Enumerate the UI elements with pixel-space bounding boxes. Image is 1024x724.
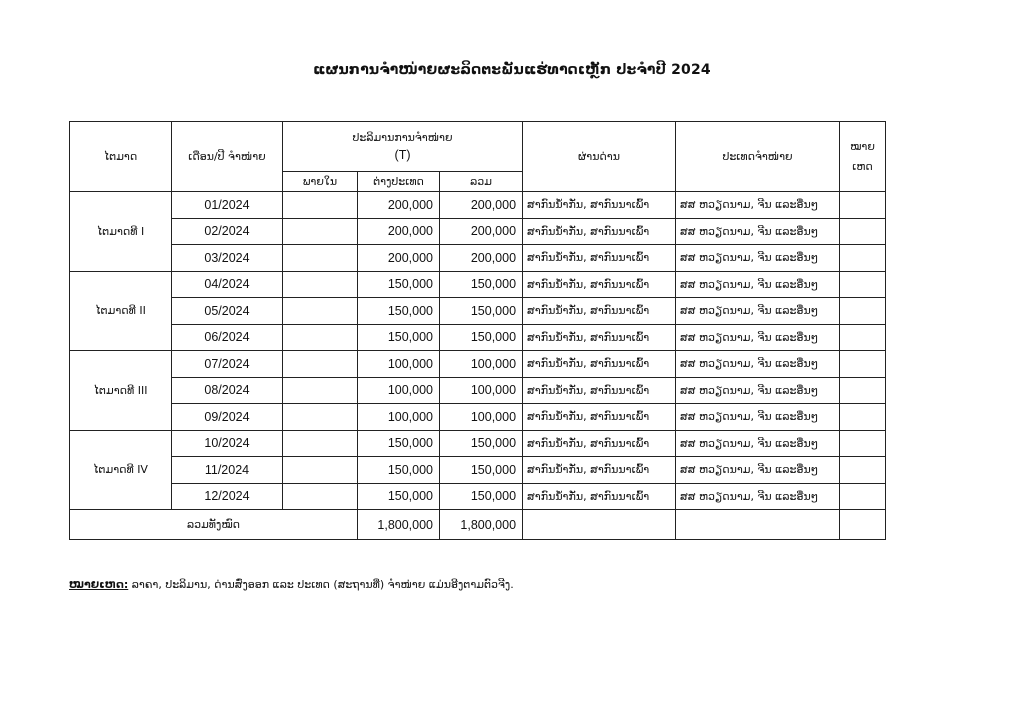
foreign-cell: 150,000 bbox=[358, 324, 440, 351]
domestic-cell bbox=[283, 298, 358, 325]
total-cell: 150,000 bbox=[440, 298, 523, 325]
month-cell: 08/2024 bbox=[172, 377, 283, 404]
total-cell: 100,000 bbox=[440, 404, 523, 431]
remarks-cell bbox=[840, 192, 886, 219]
border-crossing-cell: ສາກົນນ້ຳກັ່ນ, ສາກົນນາເພົ້າ bbox=[523, 483, 676, 510]
total-cell: 150,000 bbox=[440, 324, 523, 351]
foreign-cell: 150,000 bbox=[358, 271, 440, 298]
foreign-cell: 100,000 bbox=[358, 351, 440, 378]
border-crossing-cell: ສາກົນນ້ຳກັ່ນ, ສາກົນນາເພົ້າ bbox=[523, 377, 676, 404]
footnote-label: ໝາຍເຫດ: bbox=[69, 578, 129, 591]
month-cell: 07/2024 bbox=[172, 351, 283, 378]
table-row bbox=[70, 351, 886, 378]
header-quarter: ໄຕມາດ bbox=[70, 122, 172, 192]
month-cell: 06/2024 bbox=[172, 324, 283, 351]
header-total: ລວມ bbox=[440, 172, 523, 192]
header-volume bbox=[283, 122, 523, 172]
border-crossing-cell: ສາກົນນ້ຳກັ່ນ, ສາກົນນາເພົ້າ bbox=[523, 192, 676, 219]
grand-total-row bbox=[70, 510, 886, 540]
destination-cell: ສສ ຫວຽດນາມ, ຈີນ ແລະອື່ນໆ bbox=[676, 483, 840, 510]
header-volume-unit: (T) bbox=[394, 148, 411, 162]
destination-cell: ສສ ຫວຽດນາມ, ຈີນ ແລະອື່ນໆ bbox=[676, 192, 840, 219]
sales-plan-table bbox=[69, 121, 886, 540]
remarks-cell bbox=[840, 377, 886, 404]
remarks-cell bbox=[840, 298, 886, 325]
foreign-cell: 200,000 bbox=[358, 245, 440, 272]
month-cell: 04/2024 bbox=[172, 271, 283, 298]
domestic-cell bbox=[283, 218, 358, 245]
table-row bbox=[70, 430, 886, 457]
destination-cell: ສສ ຫວຽດນາມ, ຈີນ ແລະອື່ນໆ bbox=[676, 377, 840, 404]
quarter-cell: ໄຕມາດທີ II bbox=[70, 271, 172, 351]
total-cell: 100,000 bbox=[440, 351, 523, 378]
border-crossing-cell: ສາກົນນ້ຳກັ່ນ, ສາກົນນາເພົ້າ bbox=[523, 404, 676, 431]
border-crossing-cell: ສາກົນນ້ຳກັ່ນ, ສາກົນນາເພົ້າ bbox=[523, 245, 676, 272]
footnote-text: ລາຄາ, ປະລິມານ, ດ່ານສົ່ງອອກ ແລະ ປະເທດ (ສະຖານທີ່) ຈຳໜ່າຍ ແມ່ນອີງຕາມຕົວຈີງ. bbox=[128, 578, 514, 591]
destination-cell: ສສ ຫວຽດນາມ, ຈີນ ແລະອື່ນໆ bbox=[676, 457, 840, 484]
grand-total-remarks-empty bbox=[840, 510, 886, 540]
month-cell: 10/2024 bbox=[172, 430, 283, 457]
foreign-cell: 200,000 bbox=[358, 192, 440, 219]
remarks-cell bbox=[840, 351, 886, 378]
border-crossing-cell: ສາກົນນ້ຳກັ່ນ, ສາກົນນາເພົ້າ bbox=[523, 324, 676, 351]
table-row bbox=[70, 192, 886, 219]
table-row bbox=[70, 377, 886, 404]
domestic-cell bbox=[283, 324, 358, 351]
border-crossing-cell: ສາກົນນ້ຳກັ່ນ, ສາກົນນາເພົ້າ bbox=[523, 271, 676, 298]
domestic-cell bbox=[283, 271, 358, 298]
month-cell: 01/2024 bbox=[172, 192, 283, 219]
table-row bbox=[70, 298, 886, 325]
month-cell: 02/2024 bbox=[172, 218, 283, 245]
foreign-cell: 200,000 bbox=[358, 218, 440, 245]
month-cell: 09/2024 bbox=[172, 404, 283, 431]
grand-total-destination-empty bbox=[676, 510, 840, 540]
remarks-cell bbox=[840, 324, 886, 351]
header-volume-label: ປະລິມານການຈຳໜ່າຍ bbox=[352, 131, 453, 144]
destination-cell: ສສ ຫວຽດນາມ, ຈີນ ແລະອື່ນໆ bbox=[676, 218, 840, 245]
domestic-cell bbox=[283, 245, 358, 272]
total-cell: 150,000 bbox=[440, 271, 523, 298]
foreign-cell: 150,000 bbox=[358, 483, 440, 510]
foreign-cell: 150,000 bbox=[358, 457, 440, 484]
header-foreign: ຕ່າງປະເທດ bbox=[358, 172, 440, 192]
header-remarks: ໝາຍ ເຫດ bbox=[840, 122, 886, 192]
table-row bbox=[70, 457, 886, 484]
foreign-cell: 100,000 bbox=[358, 377, 440, 404]
table-row bbox=[70, 271, 886, 298]
table-row bbox=[70, 218, 886, 245]
total-cell: 200,000 bbox=[440, 192, 523, 219]
remarks-cell bbox=[840, 483, 886, 510]
header-domestic: ພາຍໃນ bbox=[283, 172, 358, 192]
domestic-cell bbox=[283, 377, 358, 404]
domestic-cell bbox=[283, 404, 358, 431]
foreign-cell: 150,000 bbox=[358, 298, 440, 325]
quarter-cell: ໄຕມາດທີ III bbox=[70, 351, 172, 431]
header-border-crossing: ຜ່ານດ່ານ bbox=[523, 122, 676, 192]
header-month-year: ເດືອນ/ປີ ຈຳໜ່າຍ bbox=[172, 122, 283, 192]
remarks-cell bbox=[840, 271, 886, 298]
domestic-cell bbox=[283, 351, 358, 378]
table-row bbox=[70, 245, 886, 272]
domestic-cell bbox=[283, 192, 358, 219]
domestic-cell bbox=[283, 483, 358, 510]
table-body bbox=[70, 192, 886, 540]
foreign-cell: 150,000 bbox=[358, 430, 440, 457]
destination-cell: ສສ ຫວຽດນາມ, ຈີນ ແລະອື່ນໆ bbox=[676, 351, 840, 378]
month-cell: 12/2024 bbox=[172, 483, 283, 510]
domestic-cell bbox=[283, 430, 358, 457]
table-row bbox=[70, 483, 886, 510]
remarks-cell bbox=[840, 457, 886, 484]
grand-total-border-empty bbox=[523, 510, 676, 540]
total-cell: 200,000 bbox=[440, 218, 523, 245]
border-crossing-cell: ສາກົນນ້ຳກັ່ນ, ສາກົນນາເພົ້າ bbox=[523, 430, 676, 457]
destination-cell: ສສ ຫວຽດນາມ, ຈີນ ແລະອື່ນໆ bbox=[676, 404, 840, 431]
remarks-cell bbox=[840, 218, 886, 245]
table-row bbox=[70, 404, 886, 431]
total-cell: 100,000 bbox=[440, 377, 523, 404]
border-crossing-cell: ສາກົນນ້ຳກັ່ນ, ສາກົນນາເພົ້າ bbox=[523, 457, 676, 484]
destination-cell: ສສ ຫວຽດນາມ, ຈີນ ແລະອື່ນໆ bbox=[676, 245, 840, 272]
grand-total-label: ລວມທັງໝົດ bbox=[70, 510, 358, 540]
grand-total-total: 1,800,000 bbox=[440, 510, 523, 540]
destination-cell: ສສ ຫວຽດນາມ, ຈີນ ແລະອື່ນໆ bbox=[676, 271, 840, 298]
quarter-cell: ໄຕມາດທີ I bbox=[70, 192, 172, 272]
total-cell: 150,000 bbox=[440, 430, 523, 457]
border-crossing-cell: ສາກົນນ້ຳກັ່ນ, ສາກົນນາເພົ້າ bbox=[523, 218, 676, 245]
quarter-cell: ໄຕມາດທີ IV bbox=[70, 430, 172, 510]
destination-cell: ສສ ຫວຽດນາມ, ຈີນ ແລະອື່ນໆ bbox=[676, 298, 840, 325]
remarks-cell bbox=[840, 430, 886, 457]
header-destination: ປະເທດຈຳໜ່າຍ bbox=[676, 122, 840, 192]
grand-total-foreign: 1,800,000 bbox=[358, 510, 440, 540]
month-cell: 03/2024 bbox=[172, 245, 283, 272]
remarks-cell bbox=[840, 245, 886, 272]
table-row bbox=[70, 324, 886, 351]
border-crossing-cell: ສາກົນນ້ຳກັ່ນ, ສາກົນນາເພົ້າ bbox=[523, 351, 676, 378]
month-cell: 05/2024 bbox=[172, 298, 283, 325]
document-title: ແຜນການຈຳໜ່າຍຜະລິດຕະພັນແຮ່ທາດເຫຼັກ ປະຈຳປີ 2024 bbox=[313, 62, 711, 78]
footnote bbox=[69, 578, 969, 591]
remarks-cell bbox=[840, 404, 886, 431]
total-cell: 200,000 bbox=[440, 245, 523, 272]
total-cell: 150,000 bbox=[440, 483, 523, 510]
border-crossing-cell: ສາກົນນ້ຳກັ່ນ, ສາກົນນາເພົ້າ bbox=[523, 298, 676, 325]
destination-cell: ສສ ຫວຽດນາມ, ຈີນ ແລະອື່ນໆ bbox=[676, 430, 840, 457]
foreign-cell: 100,000 bbox=[358, 404, 440, 431]
destination-cell: ສສ ຫວຽດນາມ, ຈີນ ແລະອື່ນໆ bbox=[676, 324, 840, 351]
total-cell: 150,000 bbox=[440, 457, 523, 484]
domestic-cell bbox=[283, 457, 358, 484]
month-cell: 11/2024 bbox=[172, 457, 283, 484]
